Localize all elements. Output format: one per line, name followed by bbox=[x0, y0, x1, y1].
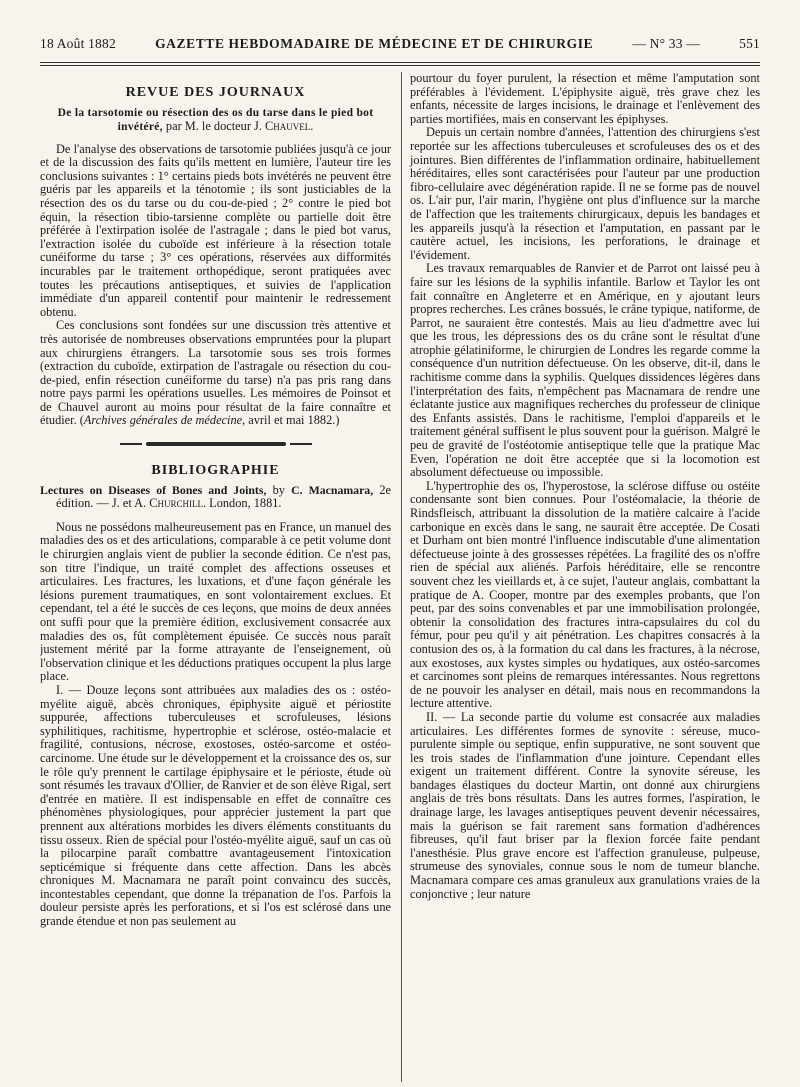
biblio-ref-place: . London, 1881. bbox=[203, 496, 282, 511]
biblio-ref-by: by bbox=[266, 482, 292, 497]
header-double-rule bbox=[40, 62, 760, 66]
header-journal-title: GAZETTE HEBDOMADAIRE DE MÉDECINE ET DE CHIRURGIE bbox=[155, 36, 594, 51]
header-page-number: 551 bbox=[739, 36, 760, 51]
page-header bbox=[40, 36, 760, 56]
biblio-paragraph-2: I. — Douze leçons sont attribuées aux maladies des os : ostéo-myélite aiguë, abcès chroniques, épiphysite aiguë et périostite suppurée, affections tuberculeuses et scrofuleuses, lésions syphilitiques, rachitisme, hypertrophie et sclérose, ostéo-malacie et fragilité, contusions, nécrose, exostoses, ostéo-sarcome et ostéo-carcinome. Une étude sur le développement et la croissance des os, sur le rôle qu'y prennent le cartilage épiphysaire et le périoste, étude où sont résumés les travaux d'Ollier, de Ranvier et de son élève Rigal, sert d'entrée en matière. Il est indispensable en effet de connaître ces phénomènes physiologiques, pour apprécier justement la part que prennent aux altérations morbides les divers éléments constituants du tissu osseux. Rien de spécial pour l'ostéo-myélite aiguë, sauf un cas où la pilocarpine paraît combattre avantageusement l'intoxication septicémique si fréquente dans cette affection. Dans les abcès chroniques M. Macnamara ne paraît point convaincu des succès, incontestables cependant, que donne la trépanation de l'os. Parfois la douleur persiste après les perforations, et si l'os est sclérosé dans une grande étendue et non pas seulement au bbox=[40, 682, 391, 929]
section-divider-ornament bbox=[40, 442, 391, 446]
right-column bbox=[401, 72, 760, 1082]
ornament-rule bbox=[146, 442, 286, 446]
two-column-body bbox=[40, 72, 760, 1082]
right-paragraph-3: Les travaux remarquables de Ranvier et de Parrot ont laissé peu à faire sur les lésions de la syphilis infantile. Barlow et Taylor les ont fait connaître en Angleterre et en Amérique, en y ajoutant leurs propres recherches. Les crânes bossués, le crâne typique, natiforme, de Parrot, ne sauraient être contestés. Mais au lieu d'admettre avec lui que les trous, les dépressions des os du crâne sont le résultat d'une atrophie gélatiniforme, le chirurgien de Londres les regarde comme la conséquence d'un nutrition défectueuse. On les observe, dit-il, dans le rachitisme comme dans la syphilis. Quelques dissidences légères dans l'interprétation des faits, n'empêchent pas Macnamara de rendre une éclatante justice aux magnifiques recherches du professeur de clinique des Enfants assistés. Dans le rachitisme, l'emploi d'appareils et le traitement général suffisent le plus souvent pour la guérison. Malgré le peu de gravité de l'ostéotomie antiseptique telle que la pratique Mac Even, l'opération ne doit être acceptée que si la locomotion est absolument défectueuse ou impossible. bbox=[410, 261, 760, 480]
revue-article-title: De la tarsotomie ou résection des os du tarse dans le pied bot invétéré, par M. le docteur J. Chauvel. bbox=[57, 106, 374, 134]
revue-source-date: , avril et mai 1882.) bbox=[242, 413, 340, 428]
revue-article-author-prefix: par M. le docteur J. bbox=[162, 119, 265, 134]
right-paragraph-2: Depuis un certain nombre d'années, l'attention des chirurgiens s'est reportée sur les affections tuberculeuses et scrofuleuses des os et des jointures. Bien différentes de l'inflammation ordinaire, habituellement héréditaires, elles sont caractérisées pour l'auteur par une production fibro-cellulaire avec dégénération rapide. Il ne se forme pas de nouvel os. L'air pur, l'air marin, l'hygiène ont plus d'influence sur la marche de l'affection que les traitements chirurgicaux, depuis les bandages et les appareils jusqu'à la résection et l'amputation, en passant par le cautère actuel, les incisions, les perforations, le drainage et l'évidement. bbox=[410, 125, 760, 262]
revue-paragraph-2-text: Ces conclusions sont fondées sur une discussion très attentive et très autorisée de nombreuses observations empruntées pour la plupart aux chirurgiens étrangers. La tarsotomie sous ses trois formes (extraction du cuboïde, extirpation de l'astragale ou résection du cou-de-pied, enfin résection cunéiforme du tarse) n'a pas pris rang dans notre pays parmi les opérations usuelles. Les mémoires de Poinsot et de Chauvel auront au moins pour résultat de la faire connaître et étudier. ( bbox=[40, 318, 391, 428]
bibliographie-reference bbox=[40, 484, 391, 511]
revue-section-title: REVUE DES JOURNAUX bbox=[125, 85, 306, 100]
header-issue: — N° 33 — bbox=[632, 36, 700, 51]
header-date: 18 Août 1882 bbox=[40, 36, 116, 51]
biblio-ref-title: Lectures on Diseases of Bones and Joints, bbox=[40, 482, 267, 497]
revue-source-journal: Archives générales de médecine bbox=[83, 413, 243, 428]
biblio-paragraph-1: Nous ne possédons malheureusement pas en France, un manuel des maladies des os et des articulations, comparable à ce petit volume dont le chirurgien anglais vient de publier la seconde édition. Ce n'est pas, son titre l'indique, un traité complet des affections osseuses et articulaires. Les fractures, les luxations, et d'une façon générale les lésions purement traumatiques, en sont volontairement exclues. Et cependant, tel a été le succès de ces leçons, que moins de deux années ont suffi pour que la première édition, exclusivement consacrée aux maladies des os, fût complètement épuisée. Ce succès nous paraît justement mérité par la forme attrayante de l'enseignement, où l'observation clinique et les déductions pratiques occupent la plus large place. bbox=[40, 519, 391, 684]
right-paragraph-5: II. — La seconde partie du volume est consacrée aux maladies articulaires. Les différentes formes de synovite : séreuse, muco-purulente simple ou septique, enfin suppurative, ne sont souvent que les trois stades de l'inflammation d'une jointure. Cependant elles exigent un traitement différent. Contre la synovite séreuse, les bandages élastiques du docteur Martin, ont donné aux chirurgiens anglais de très bons résultats. Dans les autres formes, l'aspiration, le drainage large, les lavages antiseptiques peuvent devenir nécessaires, mais la guérison se fait rarement sans formation d'adhérences fibreuses, qu'il faut briser par la flexion forcée faite pendant l'anesthésie. Plus grave encore est l'affection granuleuse, pulpeuse, strumeuse des synoviales, connue sous le nom de tumeur blanche. Macnamara compare ces amas granuleux aux granulations vraies de la conjonctive ; leur nature bbox=[410, 709, 760, 901]
biblio-ref-author: C. Macnamara, bbox=[291, 482, 374, 497]
revue-paragraph-1: De l'analyse des observations de tarsotomie publiées jusqu'à ce jour et de la discussion des faits qu'ils mettent en lumière, l'auteur tire les conclusions suivantes : 1° certains pieds bots invétérés ne peuvent être guéris par les appareils et la ténotomie ; ils sont justiciables de la résection des os du tarse ou du cou-de-pied ; 2° contre le pied bot équin, la résection tibio-tarsienne complète ou partielle doit être préférée à l'extirpation isolée de l'astragale ; dans le pied bot varus, l'extraction isolée du cuboïde est inférieure à la résection totale cunéiforme du tarse ; 3° ces opérations, réservées aux difformités incurables par le traitement orthopédique, seront pratiquées avec toutes les précautions antiseptiques, et suivies de l'application immédiate d'un appareil contentif pour maintenir le redressement obtenu. bbox=[40, 141, 391, 319]
revue-paragraph-2 bbox=[40, 319, 391, 428]
biblio-ref-publisher: Churchill bbox=[149, 496, 203, 511]
right-paragraph-1: pourtour du foyer purulent, la résection et même l'amputation sont préférables à l'évidement. L'épiphysite aiguë, très grave chez les enfants, nécessite de larges incisions, le drainage et l'enlèvement des parties mortifiées, mais en conservant les épiphyses. bbox=[410, 72, 760, 126]
biblio-ref-edition: 2e édition. — J. et A. bbox=[56, 482, 391, 511]
left-column bbox=[40, 72, 391, 1082]
revue-article-title-text: De la tarsotomie ou résection des os du tarse dans le pied bot invétéré, bbox=[57, 106, 374, 134]
revue-article-author: Chauvel bbox=[265, 119, 311, 134]
bibliographie-section-title: BIBLIOGRAPHIE bbox=[151, 463, 280, 479]
right-paragraph-4: L'hypertrophie des os, l'hyperostose, la sclérose diffuse ou ostéite condensante sont bien connues. Pour l'ostéomalacie, la théorie de Rindsfleisch, attribuant la dissolution de la matière calcaire à l'acide carbonique en excès dans le sang, ne saurait être acceptée. De Cosati et Durham ont bien montré l'influence indiscutable d'une alimentation défectueuse jointe à des grossesses répétées. La fragilité des os n'offre rien de spécial aux aliénés. Parfois héréditaire, elle se rencontre souvent chez les vieillards et, à ce sujet, l'auteur anglais, combattant la pratique de A. Cooper, montre par des exemples probants, que l'on peut, par des soins convenables et par une immobilisation prolongée, obtenir la consolidation des fractures intra-capsulaires du col du fémur, pour peu qu'il y ait pénétration. Les chapitres consacrés à la contusion des os, à la formation du cal dans les fractures, à la nécrose, aux exostoses, aux kystes simples ou hydatiques, aux ostéo-sarcomes et carcinomes sont pleins de remarques intéressantes. Nous regrettons de ne pouvoir les analyser en détail, mais nous en recommandons la lecture attentive. bbox=[410, 478, 760, 711]
